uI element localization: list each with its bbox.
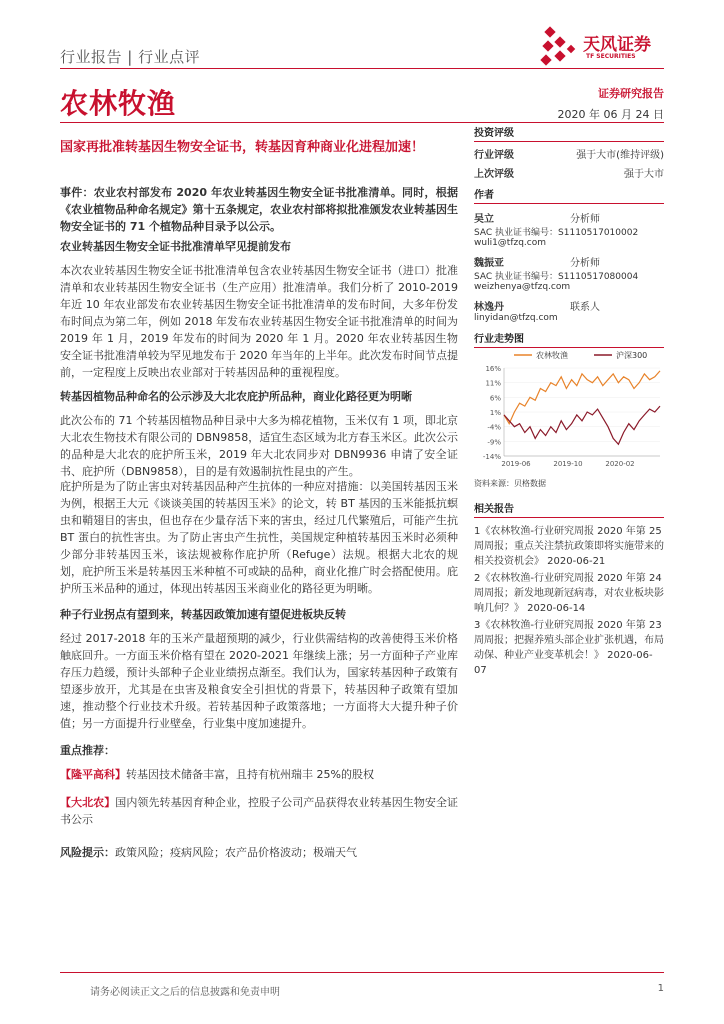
rating-block bbox=[474, 124, 664, 180]
x-tick-label: 2019-10 bbox=[553, 460, 583, 468]
last-rating: 强于大市 bbox=[624, 169, 664, 180]
tf-logo-icon bbox=[536, 26, 580, 70]
legend-label: 沪深300 bbox=[616, 351, 648, 360]
legend-label: 农林牧渔 bbox=[536, 351, 568, 360]
risk-line bbox=[60, 844, 458, 861]
footer-disclaimer[interactable]: 请务必阅读正文之后的信息披露和免责申明 bbox=[90, 987, 280, 998]
footer-divider bbox=[60, 972, 664, 973]
report-date: 2020 年 06 月 24 日 bbox=[557, 108, 664, 121]
author-1-email[interactable]: wuli1@tfzq.com bbox=[474, 238, 547, 248]
author-2-role: 分析师 bbox=[570, 258, 600, 269]
author-1-name: 吴立 bbox=[474, 214, 494, 225]
author-1 bbox=[474, 210, 664, 248]
author-3 bbox=[474, 298, 664, 323]
x-tick-label: 2019-06 bbox=[501, 460, 531, 468]
section-heading-2: 转基因植物品种命名的公示涉及大北农庇护所品种，商业化路径更为明晰 bbox=[60, 390, 412, 403]
y-tick-label: -9% bbox=[487, 438, 501, 447]
risk-label: 风险提示： bbox=[60, 846, 115, 859]
paragraph-5: 经过 2017-2018 年的玉米产量超预期的减少，行业供需结构的改善使得玉米价格触底回升。一方面玉米价格有望在 2020-2021 年继续上涨；另一方面种子产业库存压力趋缓，预计头部种子企业业绩拐点渐至。我们认为，国家转基因种子政策有望逐步放开，尤其是在虫害及粮食安全引担忧的背景下，转基因种子政策有望加速，推动整个行业技术升级。若转基因种子政策落地；一方面将大大提升种子价值；另一方面提升行业壁垒，行业集中度加速提升。 bbox=[60, 632, 458, 730]
header-divider bbox=[60, 68, 664, 69]
industry-rating-label: 行业评级 bbox=[474, 150, 514, 161]
trend-heading: 行业走势图 bbox=[474, 330, 664, 348]
industry-rating: 强于大市(维持评级) bbox=[576, 150, 664, 161]
recommend-1-name: 【隆平高科】 bbox=[60, 768, 126, 781]
y-tick-label: -14% bbox=[482, 453, 501, 461]
recommend-2-text: 国内领先转基因育种企业，控股子公司产品获得农业转基因生物安全证书公示 bbox=[60, 796, 459, 826]
y-tick-label: 16% bbox=[485, 365, 501, 373]
report-type: 证券研究报告 bbox=[598, 87, 664, 100]
report-category: 行业报告 | 行业点评 bbox=[60, 48, 201, 66]
rating-heading: 投资评级 bbox=[474, 124, 664, 142]
section-heading-3: 种子行业拐点有望到来，转基因政策加速有望促进板块反转 bbox=[60, 608, 346, 621]
logo-subtitle: TF SECURITIES bbox=[586, 53, 636, 60]
related-block bbox=[474, 500, 664, 678]
author-3-name: 林逸丹 bbox=[474, 302, 504, 313]
author-1-cert: SAC 执业证书编号：S1110517010002 bbox=[474, 228, 639, 238]
recommend-2-name: 【大北农】 bbox=[60, 796, 116, 809]
author-3-email[interactable]: linyidan@tfzq.com bbox=[474, 313, 558, 323]
y-tick-label: 11% bbox=[485, 379, 501, 388]
related-heading: 相关报告 bbox=[474, 500, 664, 518]
author-2-name: 魏振亚 bbox=[474, 258, 504, 269]
logo-name: 天风证券 bbox=[583, 35, 651, 55]
title-divider bbox=[60, 122, 664, 123]
y-tick-label: 1% bbox=[489, 409, 501, 417]
paragraph-4: 庇护所是为了防止害虫对转基因品种产生抗体的一种应对措施：以美国转基因玉米为例，根据王大元《谈谈美国的转基因玉米》的论文，转 BT 基因的玉米能抵抗螟虫和鞘翅目的害虫，但也存在少量存活下来的害虫，经过几代繁殖后，可能产生抗 BT 蛋白的抗性害虫。为了防止害虫产生抗性，美国规定种植转基因玉米时必须种少部分非转基因玉米，该法规被称作庇护所（Refuge）法规。根据大北农的规划，庇护所玉米是转基因玉米种植不可或缺的品种，商业化推广时会搭配使用。庇护所玉米品种的通过，体现出转基因玉米商业化的路径更为明晰。 bbox=[60, 480, 458, 595]
page-number: 1 bbox=[657, 983, 664, 994]
chart-source: 资料来源：贝格数据 bbox=[474, 479, 546, 488]
recommend-1 bbox=[60, 766, 458, 783]
event-paragraph bbox=[60, 184, 458, 235]
y-tick-label: 6% bbox=[489, 394, 501, 403]
author-3-role: 联系人 bbox=[570, 302, 600, 313]
recommend-heading: 重点推荐： bbox=[60, 744, 115, 757]
related-item[interactable]: 3《农林牧渔-行业研究周报 2020 年第 23 周周报；把握养殖头部企业扩张机遇，布局动保、种业产业变革机会！》 2020-06-07 bbox=[474, 620, 664, 676]
author-2 bbox=[474, 254, 664, 292]
event-text: 事件：农业农村部发布 2020 年农业转基因生物安全证书批准清单。同时，根据《农业植物品种命名规定》第十五条规定，农业农村部将拟批准颁发农业转基因生物安全证书的 71 个植物品种目录予以公示。 bbox=[60, 186, 458, 233]
paragraph-3: 此次公布的 71 个转基因植物品种目录中大多为棉花植物，玉米仅有 1 项，即北京大北农生物技术有限公司的 DBN9858，适宜生态区域为北方春玉米区。此次公示的品种是大北农的庇护所玉米，2019 年大北农同步对 DBN9936 申请了安全证书、庇护所（DBN9858），目的是有效遏制抗性昆虫的产生。 bbox=[60, 414, 458, 478]
author-2-cert: SAC 执业证书编号：S1110517080004 bbox=[474, 272, 639, 282]
sector-title: 农林牧渔 bbox=[60, 87, 177, 120]
x-tick-label: 2020-02 bbox=[605, 460, 635, 468]
related-item[interactable]: 1《农林牧渔-行业研究周报 2020 年第 25 周周报；重点关注禁抗政策即将实施带来的相关投资机会》 2020-06-21 bbox=[474, 526, 664, 567]
risk-text: 政策风险；疫病风险；农产品价格波动；极端天气 bbox=[115, 846, 357, 859]
paragraph-2: 本次农业转基因生物安全证书批准清单包含农业转基因生物安全证书（进口）批准清单和农业转基因生物安全证书（生产应用）批准清单。我们分析了 2010-2019 年近 10 年农业部发布农业转基因生物安全证书批准清单的发布时间，大多年份发布时间点为第二年，例如 2018 年发布农业转基因生物安全证书批准清单的时间为 2019 年 1 月，2019 年发布的时间为 2020 年 1 月。2020 年农业转基因生物安全证书批准清单较为罕见地发布于 2020 年当年的上半年。此次发布时间节点提前，一定程度上反映出农业部对于转基因品种的重视程度。 bbox=[60, 264, 458, 379]
related-item[interactable]: 2《农林牧渔-行业研究周报 2020 年第 24 周周报；新发地现新冠病毒，对农业板块影响几何？》 2020-06-14 bbox=[474, 573, 664, 614]
headline: 国家再批准转基因生物安全证书，转基因育种商业化进程加速！ bbox=[60, 140, 425, 155]
y-tick-label: -4% bbox=[487, 423, 501, 432]
authors-heading: 作者 bbox=[474, 186, 664, 204]
authors-block bbox=[474, 186, 664, 323]
last-rating-label: 上次评级 bbox=[474, 169, 514, 180]
recommend-1-text: 转基因技术储备丰富，且持有杭州瑞丰 25%的股权 bbox=[126, 768, 374, 781]
section-heading-1: 农业转基因生物安全证书批准清单罕见提前发布 bbox=[60, 240, 291, 253]
author-2-email[interactable]: weizhenya@tfzq.com bbox=[474, 282, 571, 292]
trend-chart bbox=[474, 346, 664, 472]
recommend-2 bbox=[60, 794, 458, 828]
author-1-role: 分析师 bbox=[570, 214, 600, 225]
